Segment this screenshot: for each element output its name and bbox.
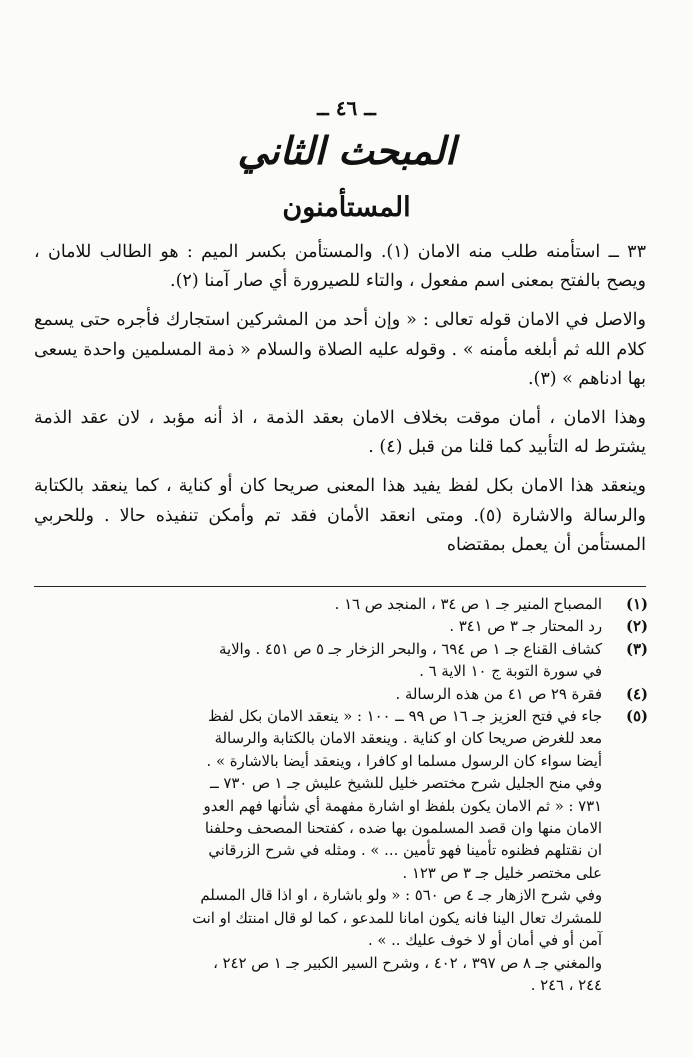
footnote-number: (٥) xyxy=(626,708,648,726)
chapter-title: المبحث الثاني xyxy=(237,128,456,173)
footnote-line: أيضا سواء كان الرسول مسلما او كافرا ، وينعقد أيضا بالاشارة » . xyxy=(206,752,602,770)
footnote-line: رد المحتار جـ ٣ ص ٣٤١ . xyxy=(449,618,602,636)
paragraph: وينعقد هذا الامان بكل لفظ يفيد هذا المعنى صريحا كان أو كناية ، كما ينعقد بالكتابة والرسالة والاشارة (٥). ومتى انعقد الأمان فقد تم وأمكن تنفيذه حالا . وللحربي المستأمن أن يعمل بمقتضاه xyxy=(34,476,647,555)
footnote-line: وفي منح الجليل شرح مختصر خليل للشيخ عليش جـ ١ ص ٧٣٠ ــ xyxy=(210,775,602,793)
page-number: ــ ٤٦ ــ xyxy=(317,96,376,120)
footnote-number: (١) xyxy=(626,596,648,613)
footnote-text xyxy=(30,594,602,616)
footnote-line: معد للغرض صريحا كان او كناية . وينعقد الامان بالكتابة والرسالة xyxy=(214,730,602,748)
footnote-line: فقرة ٢٩ ص ٤١ من هذه الرسالة . xyxy=(395,685,602,703)
paragraph: ٣٣ ــ استأمنه طلب منه الامان (١). والمستأمن بكسر الميم : هو الطالب للامان ، ويصح بالفتح بمعنى اسم مفعول ، والتاء للصيرورة أي صار آمنا (٢). xyxy=(34,242,646,292)
footnote xyxy=(30,616,648,638)
footnote-text xyxy=(30,706,602,997)
footnote-line: ٧٣١ : « ثم الامان يكون بلفظ او اشارة مفهمة أي شأنها فهم العدو xyxy=(203,797,602,815)
footnote-number: (٢) xyxy=(626,618,648,636)
footnote-number: (٣) xyxy=(626,640,648,658)
footnote-line: ٢٤٤ ، ٢٤٦ . xyxy=(530,976,602,994)
footnote-line: الامان منها وان قصد المسلمون بها ضده ، كفتحنا المصحف وحلفنا xyxy=(204,820,602,838)
footnote-line: في سورة التوبة ج ١٠ الاية ٦ . xyxy=(419,663,602,681)
footnote xyxy=(30,594,648,616)
footnote xyxy=(30,684,648,706)
footnote-divider xyxy=(34,586,646,587)
footnote-line: وفي شرح الازهار جـ ٤ ص ٥٦٠ : « ولو باشارة ، او اذا قال المسلم xyxy=(200,887,602,905)
footnote-line: جاء في فتح العزيز جـ ١٦ ص ٩٩ ــ ١٠٠ : « ينعقد الامان بكل لفظ xyxy=(208,708,602,726)
footnote-text xyxy=(30,616,602,638)
footnote-line: والمغني جـ ٨ ص ٣٩٧ ، ٤٠٢ ، وشرح السير الكبير جـ ١ ص ٢٤٢ ، xyxy=(213,954,602,972)
footnote-line: كشاف القناع جـ ١ ص ٦٩٤ ، والبحر الزخار جـ ٥ ص ٤٥١ . والاية xyxy=(219,640,602,658)
footnote-line: آمن أو في أمان أو لا خوف عليك .. » . xyxy=(367,932,602,950)
footnote-line: على مختصر خليل جـ ٣ ص ١٢٣ . xyxy=(402,864,602,882)
footnote-line: للمشرك تعال الينا فانه يكون امانا للمدعو ، كما لو قال امنتك او انت xyxy=(192,909,602,927)
main-text xyxy=(34,238,646,560)
section-title: المستأمنون xyxy=(282,192,411,223)
paragraph: والاصل في الامان قوله تعالى : « وإن أحد من المشركين استجارك فأجره حتى يسمع كلام الله ثم أبلغه مأمنه » . وقوله عليه الصلاة والسلام « ذمة المسلمين واحدة يسعى بها ادناهم » (٣). xyxy=(34,310,646,389)
paragraph: وهذا الامان ، أمان موقت بخلاف الامان بعقد الذمة ، اذ أنه مؤبد ، لان عقد الذمة يشترط له التأبيد كما قلنا من قبل (٤) . xyxy=(34,408,646,458)
footnotes xyxy=(30,594,648,997)
footnote-text xyxy=(30,684,602,706)
footnote xyxy=(30,706,648,997)
footnote-number: (٤) xyxy=(626,685,648,703)
footnote xyxy=(30,639,648,684)
footnote-line: المصباح المنير جـ ١ ص ٣٤ ، المنجد ص ١٦ . xyxy=(334,596,602,613)
footnote-line: ان نقتلهم فظنوه تأمينا فهو تأمين ... » . ومثله في شرح الزرقاني xyxy=(208,842,602,860)
footnote-text xyxy=(30,639,602,684)
